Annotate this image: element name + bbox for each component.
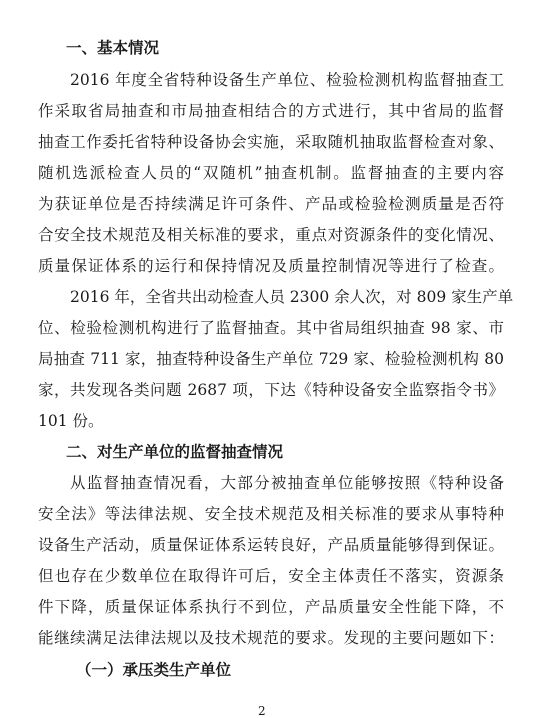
- paragraph-line: 合安全技术规范及相关标准的要求，重点对资源条件的变化情况、: [38, 226, 504, 244]
- subsection-heading-pressure-units: （一）承压类生产单位: [76, 660, 232, 679]
- section-heading-basic-situation: 一、基本情况: [66, 39, 160, 57]
- section-heading-production-units: 二、对生产单位的监督抽查情况: [66, 443, 284, 461]
- paragraph-line: 随机选派检查人员的“双随机”抽查机制。监督抽查的主要内容: [38, 164, 504, 182]
- paragraph-line: 作采取省局抽查和市局抽查相结合的方式进行，其中省局的监督: [38, 102, 504, 120]
- page-number: 2: [258, 704, 266, 718]
- paragraph-line: 2016 年，全省共出动检查人员 2300 余人次，对 809 家生产单: [70, 288, 514, 306]
- paragraph-line: 件下降，质量保证体系执行不到位，产品质量安全性能下降，不: [38, 598, 504, 616]
- paragraph-line: 从监督抽查情况看，大部分被抽查单位能够按照《特种设备: [70, 474, 504, 492]
- paragraph-line: 质量保证体系的运行和保持情况及质量控制情况等进行了检查。: [38, 257, 504, 275]
- paragraph-line: 局抽查 711 家，抽查特种设备生产单位 729 家、检验检测机构 80: [38, 350, 504, 368]
- paragraph-line: 2016 年度全省特种设备生产单位、检验检测机构监督抽查工: [70, 71, 504, 89]
- paragraph-line: 位、检验检测机构进行了监督抽查。其中省局组织抽查 98 家、市: [38, 319, 504, 337]
- paragraph-line: 设备生产活动，质量保证体系运转良好，产品质量能够得到保证。: [38, 536, 504, 554]
- paragraph-line: 101 份。: [38, 412, 104, 430]
- paragraph-line: 抽查工作委托省特种设备协会实施，采取随机抽取监督检查对象、: [38, 133, 504, 151]
- paragraph-line: 安全法》等法律法规、安全技术规范及相关标准的要求从事特种: [38, 505, 504, 523]
- paragraph-line: 家，共发现各类问题 2687 项，下达《特种设备安全监察指令书》: [38, 381, 504, 399]
- paragraph-line: 能继续满足法律法规以及技术规范的要求。发现的主要问题如下：: [38, 629, 504, 647]
- paragraph-line: 但也存在少数单位在取得许可后，安全主体责任不落实，资源条: [38, 567, 504, 585]
- paragraph-line: 为获证单位是否持续满足许可条件、产品或检验检测质量是否符: [38, 195, 504, 213]
